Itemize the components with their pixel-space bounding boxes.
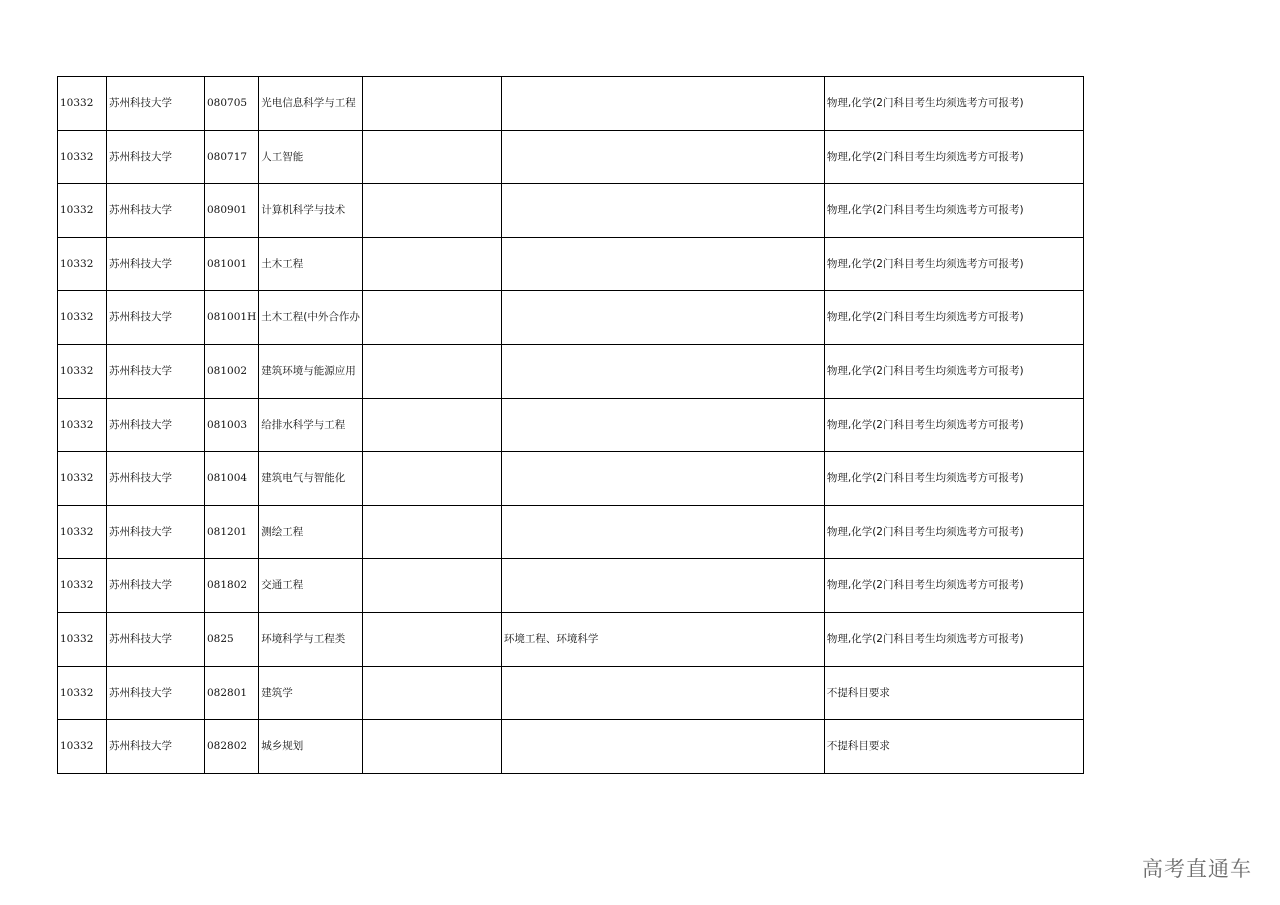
- cell-major-code: 081002: [205, 344, 259, 398]
- watermark-text: 高考直通车: [1142, 857, 1252, 881]
- table-row: [58, 344, 1084, 398]
- cell-school-code: 10332: [58, 505, 107, 559]
- cell-school-code: 10332: [58, 559, 107, 613]
- table-row: [58, 237, 1084, 291]
- cell-major-code: 082802: [205, 720, 259, 774]
- table-row: [58, 505, 1084, 559]
- cell-empty: [362, 612, 501, 666]
- cell-subject-requirement: 物理,化学(2门科目考生均须选考方可报考): [824, 559, 1083, 613]
- cell-included-majors: [501, 398, 824, 452]
- cell-empty: [362, 130, 501, 184]
- cell-included-majors: [501, 291, 824, 345]
- cell-school-code: 10332: [58, 720, 107, 774]
- table-row: [58, 720, 1084, 774]
- table-row: [58, 666, 1084, 720]
- cell-major-name: 建筑电气与智能化: [259, 452, 363, 506]
- cell-included-majors: [501, 559, 824, 613]
- cell-subject-requirement: 物理,化学(2门科目考生均须选考方可报考): [824, 130, 1083, 184]
- cell-empty: [362, 505, 501, 559]
- cell-major-code: 081001H: [205, 291, 259, 345]
- cell-school-name: 苏州科技大学: [107, 452, 205, 506]
- cell-major-code: 080717: [205, 130, 259, 184]
- cell-school-code: 10332: [58, 398, 107, 452]
- cell-school-code: 10332: [58, 237, 107, 291]
- table-row: [58, 130, 1084, 184]
- cell-school-code: 10332: [58, 291, 107, 345]
- cell-subject-requirement: 物理,化学(2门科目考生均须选考方可报考): [824, 291, 1083, 345]
- cell-school-name: 苏州科技大学: [107, 344, 205, 398]
- admission-requirements-table: [57, 76, 1084, 774]
- cell-major-name: 建筑学: [259, 666, 363, 720]
- cell-school-name: 苏州科技大学: [107, 612, 205, 666]
- cell-school-name: 苏州科技大学: [107, 666, 205, 720]
- cell-major-code: 081201: [205, 505, 259, 559]
- table-row: [58, 559, 1084, 613]
- cell-subject-requirement: 物理,化学(2门科目考生均须选考方可报考): [824, 344, 1083, 398]
- cell-subject-requirement: 不提科目要求: [824, 666, 1083, 720]
- cell-major-name: 建筑环境与能源应用: [259, 344, 363, 398]
- cell-major-code: 082801: [205, 666, 259, 720]
- cell-empty: [362, 452, 501, 506]
- cell-empty: [362, 666, 501, 720]
- cell-subject-requirement: 物理,化学(2门科目考生均须选考方可报考): [824, 184, 1083, 238]
- table-row: [58, 612, 1084, 666]
- cell-school-name: 苏州科技大学: [107, 398, 205, 452]
- cell-included-majors: 环境工程、环境科学: [501, 612, 824, 666]
- cell-major-name: 交通工程: [259, 559, 363, 613]
- cell-school-name: 苏州科技大学: [107, 720, 205, 774]
- cell-included-majors: [501, 452, 824, 506]
- cell-empty: [362, 77, 501, 131]
- cell-subject-requirement: 不提科目要求: [824, 720, 1083, 774]
- cell-school-code: 10332: [58, 130, 107, 184]
- cell-included-majors: [501, 184, 824, 238]
- cell-major-name: 土木工程(中外合作办: [259, 291, 363, 345]
- cell-included-majors: [501, 237, 824, 291]
- cell-major-code: 0825: [205, 612, 259, 666]
- cell-school-name: 苏州科技大学: [107, 291, 205, 345]
- cell-major-code: 081004: [205, 452, 259, 506]
- table-row: [58, 184, 1084, 238]
- cell-school-name: 苏州科技大学: [107, 184, 205, 238]
- cell-school-code: 10332: [58, 452, 107, 506]
- cell-subject-requirement: 物理,化学(2门科目考生均须选考方可报考): [824, 452, 1083, 506]
- cell-subject-requirement: 物理,化学(2门科目考生均须选考方可报考): [824, 398, 1083, 452]
- cell-included-majors: [501, 130, 824, 184]
- cell-major-name: 给排水科学与工程: [259, 398, 363, 452]
- cell-major-code: 080901: [205, 184, 259, 238]
- cell-empty: [362, 398, 501, 452]
- table-row: [58, 452, 1084, 506]
- cell-major-code: 081003: [205, 398, 259, 452]
- cell-major-code: 080705: [205, 77, 259, 131]
- cell-major-name: 城乡规划: [259, 720, 363, 774]
- cell-school-name: 苏州科技大学: [107, 505, 205, 559]
- cell-school-name: 苏州科技大学: [107, 77, 205, 131]
- table-row: [58, 77, 1084, 131]
- cell-major-name: 人工智能: [259, 130, 363, 184]
- cell-major-code: 081802: [205, 559, 259, 613]
- cell-included-majors: [501, 344, 824, 398]
- cell-major-name: 计算机科学与技术: [259, 184, 363, 238]
- cell-school-name: 苏州科技大学: [107, 559, 205, 613]
- cell-empty: [362, 559, 501, 613]
- cell-subject-requirement: 物理,化学(2门科目考生均须选考方可报考): [824, 612, 1083, 666]
- cell-included-majors: [501, 77, 824, 131]
- cell-school-code: 10332: [58, 612, 107, 666]
- cell-empty: [362, 184, 501, 238]
- cell-school-code: 10332: [58, 184, 107, 238]
- cell-included-majors: [501, 666, 824, 720]
- cell-school-code: 10332: [58, 77, 107, 131]
- cell-empty: [362, 344, 501, 398]
- cell-school-name: 苏州科技大学: [107, 130, 205, 184]
- cell-included-majors: [501, 505, 824, 559]
- cell-empty: [362, 291, 501, 345]
- cell-school-code: 10332: [58, 344, 107, 398]
- cell-school-name: 苏州科技大学: [107, 237, 205, 291]
- cell-major-name: 光电信息科学与工程: [259, 77, 363, 131]
- table-row: [58, 398, 1084, 452]
- cell-included-majors: [501, 720, 824, 774]
- cell-major-code: 081001: [205, 237, 259, 291]
- cell-major-name: 环境科学与工程类: [259, 612, 363, 666]
- cell-major-name: 测绘工程: [259, 505, 363, 559]
- cell-empty: [362, 720, 501, 774]
- cell-major-name: 土木工程: [259, 237, 363, 291]
- cell-subject-requirement: 物理,化学(2门科目考生均须选考方可报考): [824, 77, 1083, 131]
- table-row: [58, 291, 1084, 345]
- cell-empty: [362, 237, 501, 291]
- cell-school-code: 10332: [58, 666, 107, 720]
- cell-subject-requirement: 物理,化学(2门科目考生均须选考方可报考): [824, 237, 1083, 291]
- cell-subject-requirement: 物理,化学(2门科目考生均须选考方可报考): [824, 505, 1083, 559]
